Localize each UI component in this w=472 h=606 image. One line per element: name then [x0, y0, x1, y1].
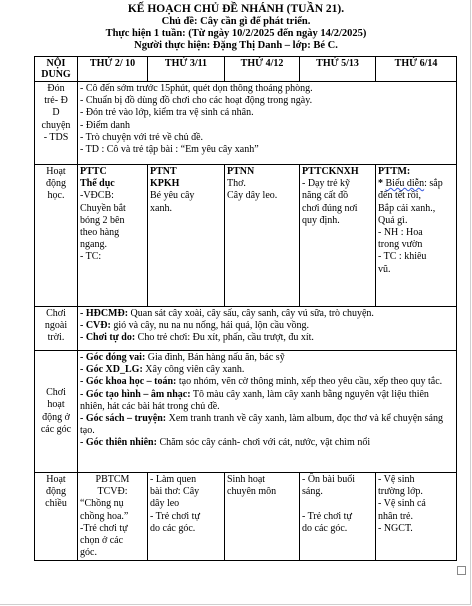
row-label-afternoon: Hoạt động chiều	[35, 473, 78, 561]
learning-tuesday-cell: PTNT KPKH Bé yêu cây xanh.	[148, 165, 225, 307]
theme-line: Chủ đề: Cây cần gì để phát triển.	[161, 16, 311, 27]
author-line: Người thực hiện: Đặng Thị Danh – lớp: Bé C.	[134, 40, 338, 51]
table-row	[35, 307, 457, 351]
column-header: THỨ 5/13	[300, 57, 376, 82]
duration-line: Thực hiện 1 tuần: (Từ ngày 10/2/2025 đến ngày 14/2/2025)	[105, 28, 367, 39]
afternoon-monday-cell: PBTCM TCVĐ: “Chồng nụ chồng hoa.” -Trẻ chơi tự chọn ở các góc.	[78, 473, 148, 561]
welcome-activities-cell: - Cô đến sớm trước 15phút, quét dọn thông thoáng phòng. - Chuẩn bị đồ dùng đồ chơi cho các hoạt động trong ngày. - Đón trẻ vào lớp, kiểm tra vệ sinh cá nhân. - Điểm danh - Trò chuyện với trẻ về chủ đề. - TD : Cô và trẻ tập bài : “Em yêu cây xanh”	[78, 82, 457, 165]
table-row	[35, 82, 457, 165]
column-header: THỨ 3/11	[148, 57, 225, 82]
column-header: THỨ 6/14	[376, 57, 457, 82]
row-label-learning: Hoạt động học.	[35, 165, 78, 307]
learning-friday-cell: PTTM: * Biểu diễn: sắp đến tết rồi, Bắp cải xanh., Quả gì. - NH : Hoa trong vườn - TC : khiêu vũ.	[376, 165, 457, 307]
corner-activities-cell: - Góc đóng vai: Gia đình, Bán hàng nấu ăn, bác sỹ - Góc XD_LG: Xây công viên cây xanh. - Góc khoa học – toán: tạo nhóm, vẽn cờ thông minh, xếp theo yêu cầu, xếp theo quy tắc. - Góc tạo hình – âm nhạc: Tô màu cây xanh, làm cây xanh bằng nguyên vật liệu thiên nhiên, hát các bài hát trong chủ đề. - Góc sách – truyện: Xem tranh tranh về cây xanh, làm album, đọc thơ và kể chuyện sáng tạo. - Góc thiên nhiên: Chăm sóc cây cảnh- chơi với cát, nước, vật chìm nổi	[78, 351, 457, 473]
learning-monday-cell: PTTC Thể dục -VĐCB: Chuyền bắt bóng 2 bên theo hàng ngang. - TC:	[78, 165, 148, 307]
table-row	[35, 473, 457, 561]
learning-thursday-cell: PTTCKNXH - Dạy trẻ kỹ năng cất đồ chơi đúng nơi quy định.	[300, 165, 376, 307]
afternoon-friday-cell: - Vệ sinh trường lớp. - Vệ sinh cá nhân trẻ. - NGCT.	[376, 473, 457, 561]
document-header	[0, 2, 472, 52]
weekly-plan-table	[34, 56, 457, 561]
outdoor-activities-cell: - HĐCMĐ: Quan sát cây xoài, cây sấu, cây sanh, cây vú sữa, trò chuyện. - CVĐ: gió và cây, nu na nu nống, hái quả, lộn cầu vồng. - Chơi tự do: Cho trẻ chơi: Đu xít, phấn, cầu trượt, đu xít.	[78, 307, 457, 351]
column-header: THỨ 4/12	[225, 57, 300, 82]
afternoon-tuesday-cell: - Làm quen bài thơ: Cây dây leo - Trẻ chơi tự do các góc.	[148, 473, 225, 561]
column-header: NỘI DUNG	[35, 57, 78, 82]
table-resize-handle[interactable]	[457, 566, 466, 575]
afternoon-wednesday-cell: Sinh hoạt chuyên môn	[225, 473, 300, 561]
document-title: KẾ HOẠCH CHỦ ĐỀ NHÁNH (TUẦN 21).	[127, 3, 345, 15]
row-label-welcome: Đón trẻ- Đ D chuyện - TDS	[35, 82, 78, 165]
table-row	[35, 165, 457, 307]
learning-wednesday-cell: PTNN Thơ. Cây dây leo.	[225, 165, 300, 307]
afternoon-thursday-cell: - Ôn bài buổi sáng. - Trẻ chơi tự do các góc.	[300, 473, 376, 561]
spellcheck-underline: Biểu diễn	[385, 178, 425, 190]
table-header-row	[35, 57, 457, 82]
row-label-corners: Chơi hoạt động ở các góc	[35, 351, 78, 473]
table-row	[35, 351, 457, 473]
row-label-outdoor: Chơi ngoài trời.	[35, 307, 78, 351]
column-header: THỨ 2/ 10	[78, 57, 148, 82]
